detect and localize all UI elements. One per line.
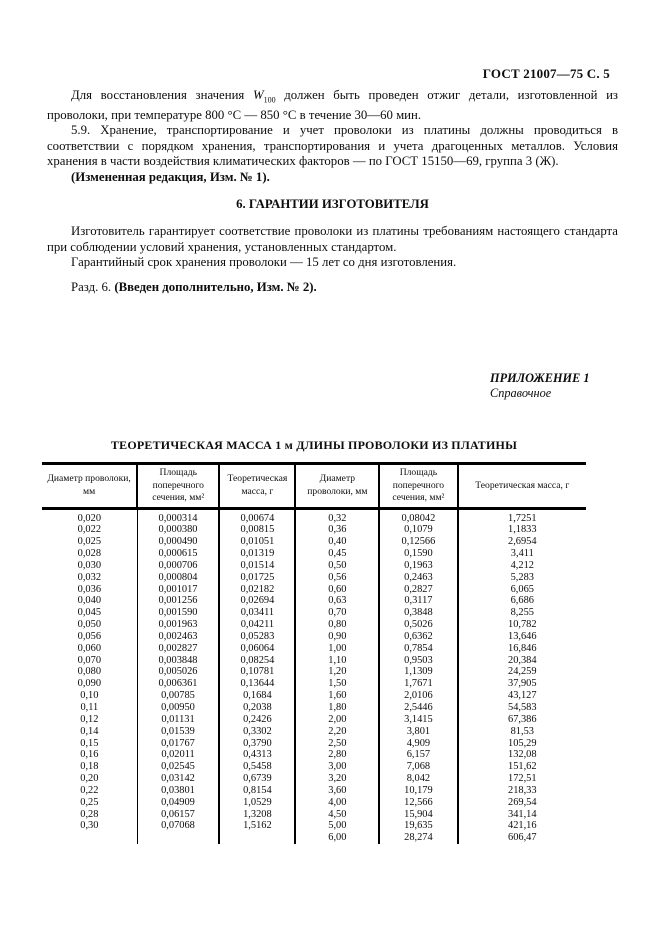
table-cell: 0,090 bbox=[77, 678, 102, 690]
table-cell: 0,1079 bbox=[379, 524, 457, 536]
table-cell: 151,62 bbox=[458, 761, 586, 773]
table-cell: 0,03411 bbox=[219, 607, 295, 619]
table-row bbox=[42, 761, 586, 773]
table-cell: 0,02011 bbox=[137, 749, 219, 761]
table-cell: 0,003848 bbox=[137, 655, 219, 667]
table-cell: 0,00785 bbox=[137, 690, 219, 702]
table-cell: 218,33 bbox=[458, 785, 586, 797]
page-header: ГОСТ 21007—75 С. 5 bbox=[482, 66, 610, 81]
section-6-heading: 6. ГАРАНТИИ ИЗГОТОВИТЕЛЯ bbox=[236, 196, 429, 211]
table-cell: 0,11 bbox=[80, 702, 99, 713]
table-row bbox=[42, 726, 586, 738]
table-cell: 0,032 bbox=[77, 571, 102, 583]
table-cell: 1,3208 bbox=[219, 809, 295, 821]
table-cell: 8,042 bbox=[379, 773, 457, 785]
table-cell: 0,50 bbox=[295, 560, 379, 572]
column-header-mass-right: Теоретическая масса, г bbox=[458, 464, 586, 509]
table-cell: 0,10 bbox=[80, 690, 99, 702]
table-cell: 0,90 bbox=[295, 631, 379, 643]
table-row bbox=[42, 797, 586, 809]
table-row bbox=[42, 678, 586, 690]
table-cell: 0,01514 bbox=[219, 560, 295, 572]
table-cell: 0,000380 bbox=[137, 524, 219, 536]
table-cell: 0,03801 bbox=[137, 785, 219, 797]
table-cell: 0,04909 bbox=[137, 797, 219, 809]
table-cell: 2,00 bbox=[295, 714, 379, 726]
table-cell: 0,001256 bbox=[137, 595, 219, 607]
table-cell: 0,22 bbox=[80, 784, 99, 796]
table-cell: 4,50 bbox=[295, 809, 379, 821]
wire-mass-table bbox=[42, 462, 586, 844]
table-cell: 0,020 bbox=[77, 512, 102, 524]
table-cell: 1,7251 bbox=[458, 508, 586, 524]
table-cell: 7,068 bbox=[379, 761, 457, 773]
table-cell: 0,1684 bbox=[219, 690, 295, 702]
table-row bbox=[42, 785, 586, 797]
table-cell: 0,001963 bbox=[137, 619, 219, 631]
table-cell: 0,000314 bbox=[137, 508, 219, 524]
table-row bbox=[42, 820, 586, 832]
table-row bbox=[42, 773, 586, 785]
table-cell: 0,001017 bbox=[137, 584, 219, 596]
table-cell: 43,127 bbox=[458, 690, 586, 702]
table-cell: 0,20 bbox=[80, 773, 99, 785]
paragraph-5-9: 5.9. Хранение, транспортирование и учет проволоки из платины должны проводиться в соответствии с порядком хранения, транспортирования и учета драгоценных металлов. Условия хранения в части воздействия климатических факторов — по ГОСТ 15150—69, группа 3 (Ж). bbox=[47, 123, 618, 169]
table-row bbox=[42, 749, 586, 761]
table-cell: 341,14 bbox=[458, 809, 586, 821]
table-cell: 2,20 bbox=[295, 726, 379, 738]
table-cell: 0,2463 bbox=[379, 572, 457, 584]
table-cell: 0,02694 bbox=[219, 595, 295, 607]
table-cell: 1,60 bbox=[295, 690, 379, 702]
paragraph-annealing-post: должен быть проведен отжиг детали, изготовленной из проволоки, при температуре 800 °С — 850 °С в течение 30—60 мин. bbox=[47, 88, 618, 122]
table-cell bbox=[219, 832, 295, 844]
table-cell: 0,028 bbox=[77, 548, 102, 560]
table-cell: 4,909 bbox=[379, 738, 457, 750]
table-cell: 3,60 bbox=[295, 785, 379, 797]
table-cell: 4,212 bbox=[458, 560, 586, 572]
table-cell: 16,846 bbox=[458, 643, 586, 655]
table-row bbox=[42, 508, 586, 524]
table-cell: 0,05283 bbox=[219, 631, 295, 643]
table-cell: 0,00674 bbox=[219, 508, 295, 524]
table-cell: 1,7671 bbox=[379, 678, 457, 690]
table-cell: 0,70 bbox=[295, 607, 379, 619]
table-cell: 0,02545 bbox=[137, 761, 219, 773]
paragraph-shelf-life: Гарантийный срок хранения проволоки — 15 лет со дня изготовления. bbox=[71, 255, 457, 270]
table-row bbox=[42, 584, 586, 596]
table-cell: 0,01051 bbox=[219, 536, 295, 548]
table-cell: 28,274 bbox=[379, 832, 457, 844]
table-row bbox=[42, 643, 586, 655]
table-cell: 0,01725 bbox=[219, 572, 295, 584]
table-cell: 3,411 bbox=[458, 548, 586, 560]
paragraph-annealing-pre: Для восстановления значения bbox=[71, 88, 245, 102]
table-cell: 0,2038 bbox=[219, 702, 295, 714]
column-header-area-left: Площадь поперечного сечения, мм² bbox=[137, 464, 219, 509]
table-cell: 1,00 bbox=[295, 643, 379, 655]
table-cell: 4,00 bbox=[295, 797, 379, 809]
table-cell: 0,036 bbox=[77, 583, 102, 595]
table-cell: 0,40 bbox=[295, 536, 379, 548]
table-cell: 1,20 bbox=[295, 666, 379, 678]
table-row bbox=[42, 666, 586, 678]
table-cell: 0,2426 bbox=[219, 714, 295, 726]
table-cell: 13,646 bbox=[458, 631, 586, 643]
table-cell: 0,3848 bbox=[379, 607, 457, 619]
section-6-note-bold: (Введен дополнительно, Изм. № 2). bbox=[114, 279, 317, 294]
table-cell: 606,47 bbox=[458, 832, 586, 844]
table-row bbox=[42, 702, 586, 714]
table-row bbox=[42, 595, 586, 607]
table-cell: 269,54 bbox=[458, 797, 586, 809]
table-cell: 0,045 bbox=[77, 607, 102, 619]
table-cell: 0,5458 bbox=[219, 761, 295, 773]
table-cell: 2,6954 bbox=[458, 536, 586, 548]
table-cell: 19,635 bbox=[379, 820, 457, 832]
section-6-note-pre: Разд. 6. bbox=[71, 279, 112, 294]
table-cell: 1,5162 bbox=[219, 820, 295, 832]
table-row bbox=[42, 560, 586, 572]
table-cell: 6,686 bbox=[458, 595, 586, 607]
table-row bbox=[42, 714, 586, 726]
table-cell: 81,53 bbox=[458, 726, 586, 738]
table-row bbox=[42, 536, 586, 548]
table-row bbox=[42, 832, 586, 844]
table-cell: 0,080 bbox=[77, 666, 102, 678]
table-cell: 12,566 bbox=[379, 797, 457, 809]
table-cell: 2,5446 bbox=[379, 702, 457, 714]
table-cell: 421,16 bbox=[458, 820, 586, 832]
table-cell: 0,01539 bbox=[137, 726, 219, 738]
table-cell: 0,06157 bbox=[137, 809, 219, 821]
table-cell: 37,905 bbox=[458, 678, 586, 690]
table-cell: 0,12566 bbox=[379, 536, 457, 548]
table-cell: 0,04211 bbox=[219, 619, 295, 631]
table-cell: 132,08 bbox=[458, 749, 586, 761]
table-cell: 0,08042 bbox=[379, 508, 457, 524]
table-cell: 0,022 bbox=[77, 524, 102, 536]
table-cell: 0,3117 bbox=[379, 595, 457, 607]
table-header-row bbox=[42, 464, 586, 509]
table-cell: 6,157 bbox=[379, 749, 457, 761]
table-cell: 0,08254 bbox=[219, 655, 295, 667]
paragraph-annealing bbox=[47, 88, 618, 123]
table-cell: 0,001590 bbox=[137, 607, 219, 619]
table-cell: 0,16 bbox=[80, 749, 99, 761]
table-cell: 15,904 bbox=[379, 809, 457, 821]
table-cell: 2,0106 bbox=[379, 690, 457, 702]
wire-mass-table-header bbox=[42, 464, 586, 509]
table-cell: 10,179 bbox=[379, 785, 457, 797]
table-cell: 5,283 bbox=[458, 572, 586, 584]
table-row bbox=[42, 607, 586, 619]
table-cell: 5,00 bbox=[295, 820, 379, 832]
table-cell: 0,01767 bbox=[137, 738, 219, 750]
table-cell: 1,10 bbox=[295, 655, 379, 667]
table-cell: 0,36 bbox=[295, 524, 379, 536]
w100-symbol: $W_{100}$ bbox=[252, 88, 276, 105]
table-cell: 0,00950 bbox=[137, 702, 219, 714]
table-cell: 0,000706 bbox=[137, 560, 219, 572]
table-cell: 1,50 bbox=[295, 678, 379, 690]
table-cell: 0,8154 bbox=[219, 785, 295, 797]
table-cell: 8,255 bbox=[458, 607, 586, 619]
table-cell: 3,00 bbox=[295, 761, 379, 773]
table-cell: 0,10781 bbox=[219, 666, 295, 678]
table-cell: 0,03142 bbox=[137, 773, 219, 785]
table-cell bbox=[137, 832, 219, 844]
table-cell: 2,80 bbox=[295, 749, 379, 761]
body-text bbox=[47, 88, 618, 295]
table-cell: 0,6739 bbox=[219, 773, 295, 785]
table-cell: 0,01131 bbox=[137, 714, 219, 726]
table-cell: 0,056 bbox=[77, 630, 102, 642]
table-cell: 0,14 bbox=[80, 725, 99, 737]
annex-block bbox=[490, 371, 590, 401]
table-cell: 0,3790 bbox=[219, 738, 295, 750]
table-cell: 1,1309 bbox=[379, 666, 457, 678]
table-cell: 0,5026 bbox=[379, 619, 457, 631]
table-cell: 0,7854 bbox=[379, 643, 457, 655]
table-cell: 0,60 bbox=[295, 584, 379, 596]
table-cell: 67,386 bbox=[458, 714, 586, 726]
table-cell bbox=[42, 832, 137, 844]
table-cell: 6,00 bbox=[295, 832, 379, 844]
table-row bbox=[42, 738, 586, 750]
table-cell: 0,005026 bbox=[137, 666, 219, 678]
table-cell: 0,6362 bbox=[379, 631, 457, 643]
table-cell: 0,025 bbox=[77, 536, 102, 548]
table-cell: 0,000615 bbox=[137, 548, 219, 560]
table-cell: 0,050 bbox=[77, 619, 102, 631]
table-cell: 0,28 bbox=[80, 808, 99, 820]
table-cell: 0,12 bbox=[80, 713, 99, 725]
table-cell: 0,06064 bbox=[219, 643, 295, 655]
table-cell: 0,4313 bbox=[219, 749, 295, 761]
table-cell: 0,15 bbox=[80, 737, 99, 749]
table-title: ТЕОРЕТИЧЕСКАЯ МАССА 1 м ДЛИНЫ ПРОВОЛОКИ ИЗ ПЛАТИНЫ bbox=[110, 438, 518, 452]
wire-mass-table-body bbox=[42, 508, 586, 844]
table-cell: 0,9503 bbox=[379, 655, 457, 667]
table-cell: 0,45 bbox=[295, 548, 379, 560]
table-cell: 24,259 bbox=[458, 666, 586, 678]
section-6-note bbox=[47, 280, 618, 295]
table-row bbox=[42, 631, 586, 643]
table-cell: 0,07068 bbox=[137, 820, 219, 832]
table-cell: 0,000804 bbox=[137, 572, 219, 584]
table-cell: 0,30 bbox=[80, 820, 99, 832]
column-header-mass-left: Теоретическая масса, г bbox=[219, 464, 295, 509]
table-cell: 105,29 bbox=[458, 738, 586, 750]
table-cell: 0,56 bbox=[295, 572, 379, 584]
table-cell: 3,1415 bbox=[379, 714, 457, 726]
amendment-note-1: (Измененная редакция, Изм. № 1). bbox=[71, 169, 270, 184]
table-cell: 1,1833 bbox=[458, 524, 586, 536]
table-row bbox=[42, 690, 586, 702]
table-cell: 0,1963 bbox=[379, 560, 457, 572]
table-cell: 0,13644 bbox=[219, 678, 295, 690]
table-cell: 0,32 bbox=[295, 508, 379, 524]
table-row bbox=[42, 619, 586, 631]
column-header-area-right: Площадь поперечного сечения, мм² bbox=[379, 464, 457, 509]
table-cell: 0,002463 bbox=[137, 631, 219, 643]
paragraph-guarantee: Изготовитель гарантирует соответствие проволоки из платины требованиям настоящего стандарта при соблюдении условий хранения, установленных стандартом. bbox=[47, 224, 618, 254]
table-cell: 0,80 bbox=[295, 619, 379, 631]
table-cell: 0,00815 bbox=[219, 524, 295, 536]
table-cell: 1,80 bbox=[295, 702, 379, 714]
table-cell: 0,060 bbox=[77, 642, 102, 654]
table-cell: 54,583 bbox=[458, 702, 586, 714]
table-row bbox=[42, 524, 586, 536]
table-cell: 0,3302 bbox=[219, 726, 295, 738]
table-cell: 0,18 bbox=[80, 761, 99, 773]
table-cell: 0,02182 bbox=[219, 584, 295, 596]
table-cell: 0,000490 bbox=[137, 536, 219, 548]
table-cell: 0,25 bbox=[80, 796, 99, 808]
table-row bbox=[42, 809, 586, 821]
table-row bbox=[42, 655, 586, 667]
annex-title: ПРИЛОЖЕНИЕ 1 bbox=[490, 371, 590, 385]
table-cell: 6,065 bbox=[458, 584, 586, 596]
table-row bbox=[42, 548, 586, 560]
table-cell: 0,01319 bbox=[219, 548, 295, 560]
table-cell: 1,0529 bbox=[219, 797, 295, 809]
table-cell: 0,040 bbox=[77, 595, 102, 607]
table-cell: 10,782 bbox=[458, 619, 586, 631]
table-cell: 0,002827 bbox=[137, 643, 219, 655]
table-cell: 0,030 bbox=[77, 559, 102, 571]
annex-subtitle: Справочное bbox=[490, 386, 552, 400]
table-cell: 3,801 bbox=[379, 726, 457, 738]
column-header-diameter-right: Диаметр проволоки, мм bbox=[295, 464, 379, 509]
column-header-diameter-left: Диаметр проволоки, мм bbox=[42, 464, 137, 509]
table-cell: 20,384 bbox=[458, 655, 586, 667]
table-cell: 0,006361 bbox=[137, 678, 219, 690]
table-cell: 0,070 bbox=[77, 654, 102, 666]
table-cell: 172,51 bbox=[458, 773, 586, 785]
table-cell: 0,2827 bbox=[379, 584, 457, 596]
table-row bbox=[42, 572, 586, 584]
table-cell: 2,50 bbox=[295, 738, 379, 750]
table-cell: 0,63 bbox=[295, 595, 379, 607]
table-cell: 3,20 bbox=[295, 773, 379, 785]
table-cell: 0,1590 bbox=[379, 548, 457, 560]
